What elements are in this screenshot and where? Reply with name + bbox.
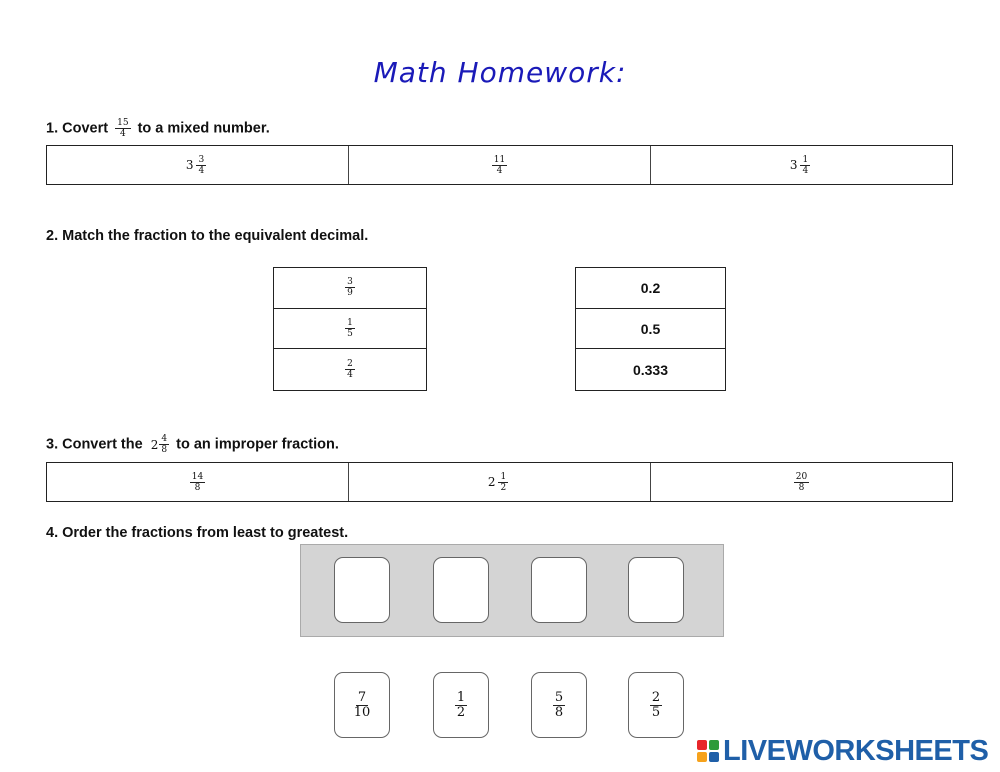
draggable-fraction-card[interactable] — [433, 672, 489, 738]
match-decimal-2[interactable] — [576, 309, 725, 350]
fraction-numerator: 3 — [347, 277, 353, 288]
question-1 — [46, 118, 270, 139]
decimal-value: 0.5 — [640, 320, 661, 337]
drop-slot-1[interactable] — [334, 557, 390, 623]
option-denominator: 4 — [198, 165, 205, 176]
question-1-fraction — [115, 118, 130, 139]
question-3-option-2[interactable] — [349, 463, 651, 501]
match-decimal-1[interactable] — [576, 268, 725, 309]
fraction-numerator: 1 — [347, 318, 353, 328]
option-whole: 2 — [487, 475, 496, 489]
fraction-denominator: 5 — [651, 704, 661, 720]
fraction-numerator: 2 — [347, 359, 353, 370]
drop-slot-2[interactable] — [433, 557, 489, 623]
fraction-denominator: 8 — [554, 704, 564, 720]
question-3-suffix: to an improper fraction. — [176, 436, 339, 453]
fraction-column — [273, 267, 427, 391]
fraction-denominator: 5 — [347, 329, 353, 339]
question-1-prefix: 1. Covert — [46, 120, 109, 137]
option-whole: 3 — [185, 158, 194, 172]
drop-slot-4[interactable] — [628, 557, 684, 623]
decimal-value: 0.2 — [640, 279, 661, 296]
logo-text: LIVEWORKSHEETS — [723, 734, 989, 767]
option-numerator: 1 — [500, 471, 507, 482]
fraction-denominator: 9 — [347, 288, 353, 299]
question-1-options — [46, 145, 953, 185]
fraction-denominator: 10 — [353, 704, 371, 720]
question-1-option-1[interactable] — [47, 146, 349, 184]
fraction-numerator: 7 — [357, 689, 367, 705]
option-denominator: 8 — [194, 482, 201, 493]
draggable-fraction-card[interactable] — [628, 672, 684, 738]
decimal-column — [575, 267, 726, 391]
option-denominator: 2 — [500, 482, 507, 493]
question-3-option-3[interactable] — [651, 463, 952, 501]
mixed-whole: 2 — [150, 437, 159, 452]
question-3-prefix: 3. Convert the — [46, 436, 143, 453]
question-1-option-3[interactable] — [651, 146, 952, 184]
drop-slot-3[interactable] — [531, 557, 587, 623]
page-title: Math Homework: — [373, 56, 627, 89]
option-denominator: 4 — [496, 165, 503, 176]
match-fraction-2[interactable] — [274, 309, 426, 350]
draggable-fraction-card[interactable] — [334, 672, 390, 738]
question-1-suffix: to a mixed number. — [137, 120, 270, 137]
logo-block-green — [709, 740, 719, 750]
option-numerator: 3 — [198, 154, 205, 165]
fraction-denominator: 4 — [119, 129, 126, 139]
question-3-option-1[interactable] — [47, 463, 349, 501]
fraction-numerator: 4 — [161, 434, 168, 444]
fraction-denominator: 4 — [347, 370, 353, 381]
option-numerator: 1 — [802, 154, 809, 165]
logo-block-blue — [709, 752, 719, 762]
fraction-denominator: 2 — [456, 704, 466, 720]
question-4: 4. Order the fractions from least to greatest. — [46, 525, 349, 541]
option-denominator: 8 — [798, 482, 805, 493]
logo-block-red — [697, 740, 707, 750]
fraction-numerator: 5 — [554, 689, 564, 705]
match-decimal-3[interactable] — [576, 349, 725, 390]
question-1-option-2[interactable] — [349, 146, 651, 184]
question-3 — [46, 434, 339, 455]
logo-block-orange — [697, 752, 707, 762]
question-2: 2. Match the fraction to the equivalent decimal. — [46, 228, 369, 244]
draggable-fraction-card[interactable] — [531, 672, 587, 738]
logo-blocks-icon — [697, 740, 719, 762]
option-whole: 3 — [789, 158, 798, 172]
match-fraction-3[interactable] — [274, 349, 426, 390]
option-numerator: 14 — [191, 471, 204, 482]
ordering-tray — [300, 544, 724, 637]
decimal-value: 0.333 — [632, 361, 669, 378]
option-numerator: 11 — [493, 154, 506, 165]
match-fraction-1[interactable] — [274, 268, 426, 309]
question-3-options — [46, 462, 953, 502]
fraction-denominator: 8 — [161, 445, 168, 455]
fraction-numerator: 2 — [651, 689, 661, 705]
option-denominator: 4 — [802, 165, 809, 176]
fraction-numerator: 1 — [456, 689, 466, 705]
fraction-numerator: 15 — [117, 118, 129, 128]
liveworksheets-logo — [697, 736, 988, 766]
option-numerator: 20 — [795, 471, 808, 482]
